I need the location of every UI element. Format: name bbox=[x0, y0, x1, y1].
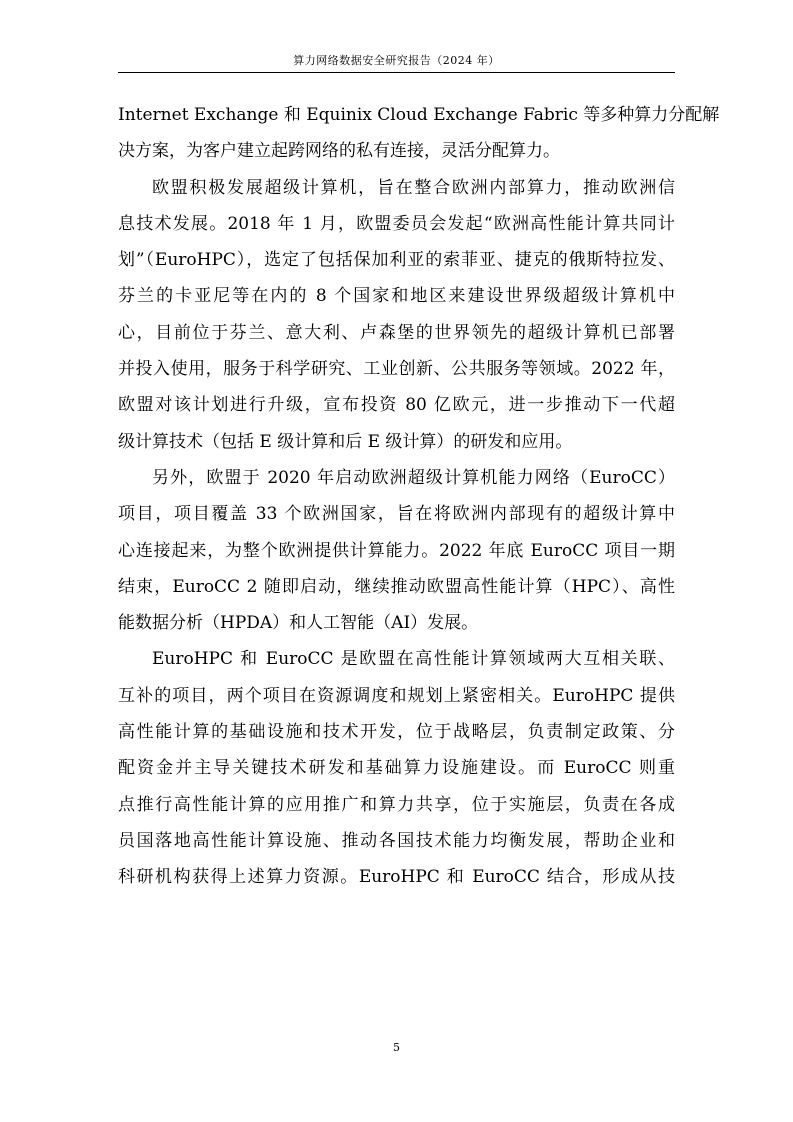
text-line: 项目，项目覆盖 33 个欧洲国家，旨在将欧洲内部现有的超级计算中 bbox=[118, 504, 675, 525]
text-line: 员国落地高性能计算设施、推动各国技术能力均衡发展，帮助企业和 bbox=[118, 830, 675, 851]
text-line: 级计算技术（包括 E 级计算和后 E 级计算）的研发和应用。 bbox=[118, 431, 573, 452]
header-title: 算力网络数据安全研究报告（2024 年） bbox=[293, 54, 500, 67]
text-line: 欧盟积极发展超级计算机，旨在整合欧洲内部算力，推动欧洲信 bbox=[152, 177, 675, 198]
text-line: 并投入使用，服务于科学研究、工业创新、公共服务等领域。2022 年， bbox=[118, 359, 675, 380]
text-line: 点推行高性能计算的应用推广和算力共享，位于实施层，负责在各成 bbox=[118, 794, 675, 815]
text-line: 能数据分析（HPDA）和人工智能（AI）发展。 bbox=[118, 613, 479, 634]
text-line: 结束，EuroCC 2 随即启动，继续推动欧盟高性能计算（HPC）、高性 bbox=[118, 576, 675, 597]
body-text bbox=[118, 97, 720, 896]
text-line: 芬兰的卡亚尼等在内的 8 个国家和地区来建设世界级超级计算机中 bbox=[118, 286, 675, 307]
page-number: 5 bbox=[393, 1041, 400, 1054]
text-line: 心，目前位于芬兰、意大利、卢森堡的世界领先的超级计算机已部署 bbox=[118, 322, 675, 343]
text-line: 高性能计算的基础设施和技术开发，位于战略层，负责制定政策、分 bbox=[118, 722, 675, 743]
text-line: 息技术发展。2018 年 1 月，欧盟委员会发起“欧洲高性能计算共同计 bbox=[118, 213, 675, 234]
text-line: 决方案，为客户建立起跨网络的私有连接，灵活分配算力。 bbox=[118, 141, 560, 162]
text-line: 配资金并主导关键技术研发和基础算力设施建设。而 EuroCC 则重 bbox=[118, 758, 675, 779]
text-line: 互补的项目，两个项目在资源调度和规划上紧密相关。EuroHPC 提供 bbox=[118, 685, 675, 706]
text-line: 欧盟对该计划进行升级，宣布投资 80 亿欧元，进一步推动下一代超 bbox=[118, 395, 675, 416]
text-line: Internet Exchange 和 Equinix Cloud Exchange Fabric 等多种算力分配解 bbox=[118, 105, 720, 125]
running-header bbox=[118, 50, 675, 73]
text-line: 心连接起来，为整个欧洲提供计算能力。2022 年底 EuroCC 项目一期 bbox=[118, 540, 675, 561]
text-line: 科研机构获得上述算力资源。EuroHPC 和 EuroCC 结合，形成从技 bbox=[118, 867, 675, 888]
text-line: EuroHPC 和 EuroCC 是欧盟在高性能计算领域两大互相关联、 bbox=[152, 649, 675, 670]
text-line: 划”（EuroHPC），选定了包括保加利亚的索菲亚、捷克的俄斯特拉发、 bbox=[118, 250, 675, 271]
text-line: 另外，欧盟于 2020 年启动欧洲超级计算机能力网络（EuroCC） bbox=[152, 467, 675, 488]
